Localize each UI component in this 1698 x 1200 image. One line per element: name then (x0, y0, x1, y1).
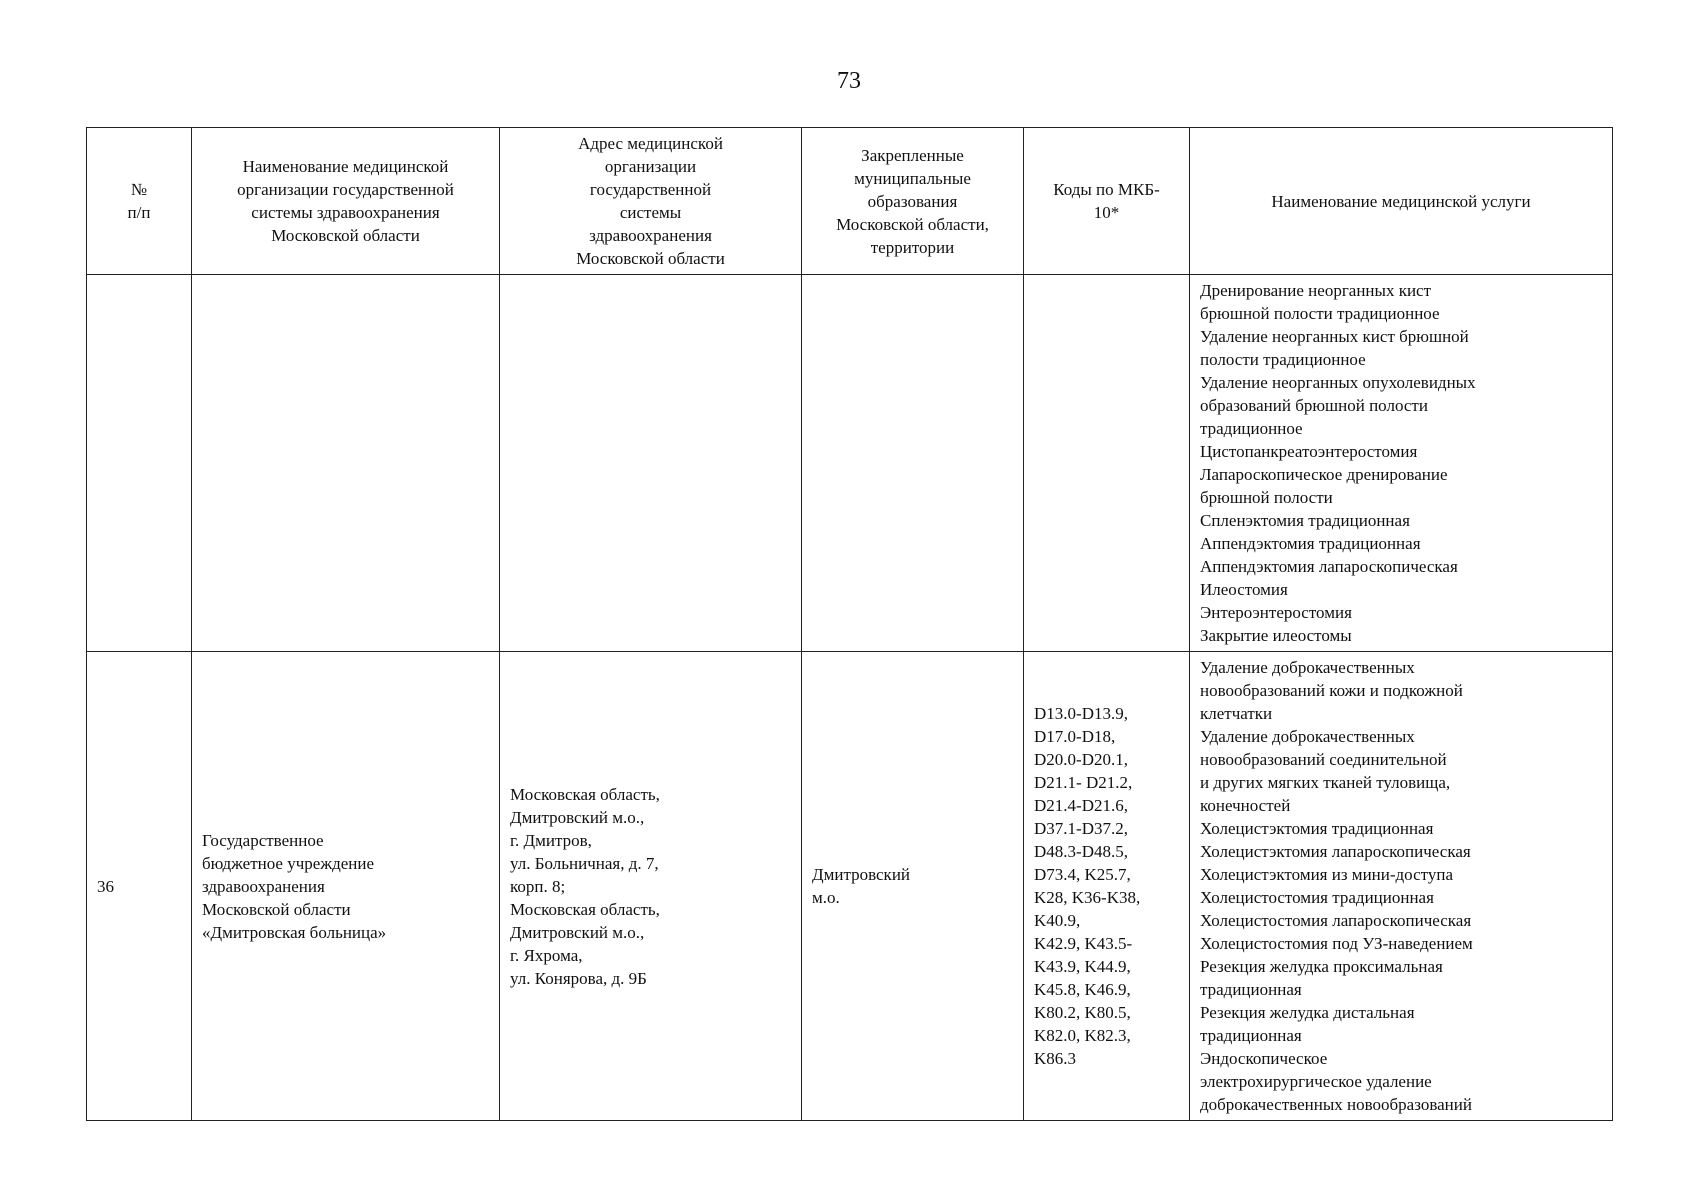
text-line: Энтероэнтеростомия (1200, 603, 1352, 622)
text-line: Наименование медицинской (242, 157, 449, 176)
cell-icd-codes (1024, 652, 1190, 1121)
text-line: системы (619, 203, 682, 222)
text-line: Холецистостомия традиционная (1200, 888, 1434, 907)
text-line: Наименование медицинской услуги (1271, 191, 1531, 211)
text-line: Закрытие илеостомы (1200, 626, 1352, 645)
header-organization (192, 128, 500, 275)
text-line: клетчатки (1200, 704, 1273, 723)
text-line: Коды по МКБ- (1053, 180, 1160, 199)
text-line: Дренирование неорганных кист (1200, 281, 1432, 300)
services-table (86, 127, 1613, 1121)
text-line: 36 (97, 876, 114, 896)
text-line: Холецистэктомия традиционная (1200, 819, 1434, 838)
text-line: D20.0-D20.1, (1034, 750, 1128, 769)
text-line: ул. Больничная, д. 7, (510, 853, 659, 873)
text-line: Аппендэктомия лапароскопическая (1200, 557, 1458, 576)
cell-services (1190, 275, 1613, 652)
text-line: Закрепленные (861, 145, 964, 165)
text-line: Адрес медицинской (578, 134, 723, 153)
text-line: Дмитровский (812, 865, 911, 884)
text-line: образования (867, 191, 958, 211)
text-line: Московской области, (836, 214, 989, 234)
table-header-row (87, 128, 1613, 275)
cell-num (87, 275, 192, 652)
cell-services (1190, 652, 1613, 1121)
cell-address (500, 275, 802, 652)
text-line: ул. Конярова, д. 9Б (510, 968, 647, 988)
text-line: D37.1-D37.2, (1034, 819, 1128, 838)
text-line: Аппендэктомия традиционная (1200, 534, 1421, 553)
text-line: Государственное (202, 830, 324, 850)
text-line: № (130, 180, 148, 199)
text-line: государственной (589, 180, 712, 199)
text-line: Цистопанкреатоэнтеростомия (1200, 442, 1418, 461)
text-line: Удаление доброкачественных (1200, 658, 1415, 677)
text-line: Илеостомия (1200, 580, 1288, 599)
text-line: и других мягких тканей туловища, (1200, 773, 1451, 792)
text-line: K28, K36-K38, (1034, 888, 1141, 907)
text-line: здравоохранения (202, 876, 325, 896)
text-line: Лапароскопическое дренирование (1200, 465, 1448, 484)
cell-municipality (802, 275, 1024, 652)
header-num (87, 128, 192, 275)
text-line: брюшной полости (1200, 488, 1333, 507)
text-line: Московская область, (510, 784, 660, 804)
text-line: г. Дмитров, (510, 830, 592, 850)
text-line: г. Яхрома, (510, 945, 583, 965)
text-line: D73.4, K25.7, (1034, 865, 1131, 884)
text-line: Московская область, (510, 899, 660, 919)
text-line: полости традиционное (1200, 350, 1366, 369)
text-line: корп. 8; (510, 876, 566, 896)
table-row (87, 652, 1613, 1121)
text-line: традиционная (1200, 1026, 1302, 1045)
text-line: Московской области (576, 249, 725, 268)
text-line: K82.0, K82.3, (1034, 1026, 1131, 1045)
text-line: K43.9, K44.9, (1034, 957, 1131, 976)
text-line: Холецистэктомия из мини-доступа (1200, 865, 1453, 884)
text-line: Удаление доброкачественных (1200, 727, 1415, 746)
text-line: K86.3 (1034, 1049, 1077, 1068)
text-line: п/п (127, 203, 151, 222)
text-line: D17.0-D18, (1034, 727, 1116, 746)
text-line: доброкачественных новообразований (1200, 1095, 1472, 1114)
text-line: Резекция желудка дистальная (1200, 1003, 1415, 1022)
text-line: D21.4-D21.6, (1034, 796, 1128, 815)
text-line: D48.3-D48.5, (1034, 842, 1128, 861)
text-line: новообразований соединительной (1200, 750, 1447, 769)
text-line: Удаление неорганных опухолевидных (1200, 373, 1476, 392)
header-municipality (802, 128, 1024, 275)
text-line: бюджетное учреждение (202, 853, 375, 873)
text-line: D13.0-D13.9, (1034, 704, 1128, 723)
text-line: электрохирургическое удаление (1200, 1072, 1432, 1091)
text-line: Резекция желудка проксимальная (1200, 957, 1443, 976)
text-line: новообразований кожи и подкожной (1200, 681, 1463, 700)
cell-icd-codes (1024, 275, 1190, 652)
text-line: системы здравоохранения (251, 203, 440, 222)
text-line: K42.9, K43.5- (1034, 934, 1133, 953)
text-line: организации государственной (237, 180, 454, 199)
table-row (87, 275, 1613, 652)
text-line: конечностей (1200, 796, 1291, 815)
text-line: Холецистэктомия лапароскопическая (1200, 842, 1471, 861)
text-line: K45.8, K46.9, (1034, 980, 1131, 999)
text-line: Эндоскопическое (1200, 1049, 1328, 1068)
text-line: Московской области (271, 226, 420, 245)
cell-organization (192, 652, 500, 1121)
text-line: традиционная (1200, 980, 1302, 999)
text-line: территории (870, 237, 955, 257)
text-line: образований брюшной полости (1200, 396, 1428, 415)
text-line: традиционное (1200, 419, 1303, 438)
text-line: Московской области (202, 899, 351, 919)
text-line: здравоохранения (589, 226, 712, 245)
cell-address (500, 652, 802, 1121)
cell-municipality (802, 652, 1024, 1121)
text-line: «Дмитровская больница» (202, 922, 387, 942)
text-line: Дмитровский м.о., (510, 807, 645, 827)
text-line: K40.9, (1034, 911, 1081, 930)
page-number: 73 (837, 68, 861, 94)
text-line: 10* (1093, 203, 1120, 222)
text-line: организации (604, 157, 697, 176)
text-line: Удаление неорганных кист брюшной (1200, 327, 1469, 346)
text-line: м.о. (812, 888, 840, 907)
text-line: Холецистостомия лапароскопическая (1200, 911, 1472, 930)
text-line: брюшной полости традиционное (1200, 304, 1440, 323)
header-address (500, 128, 802, 275)
text-line: K80.2, K80.5, (1034, 1003, 1131, 1022)
text-line: D21.1- D21.2, (1034, 773, 1133, 792)
text-line: Холецистостомия под УЗ-наведением (1200, 934, 1473, 953)
text-line: Дмитровский м.о., (510, 922, 645, 942)
text-line: муниципальные (854, 168, 971, 188)
cell-num (87, 652, 192, 1121)
header-icd-codes (1024, 128, 1190, 275)
header-service-name (1190, 128, 1613, 275)
text-line: Спленэктомия традиционная (1200, 511, 1410, 530)
cell-organization (192, 275, 500, 652)
